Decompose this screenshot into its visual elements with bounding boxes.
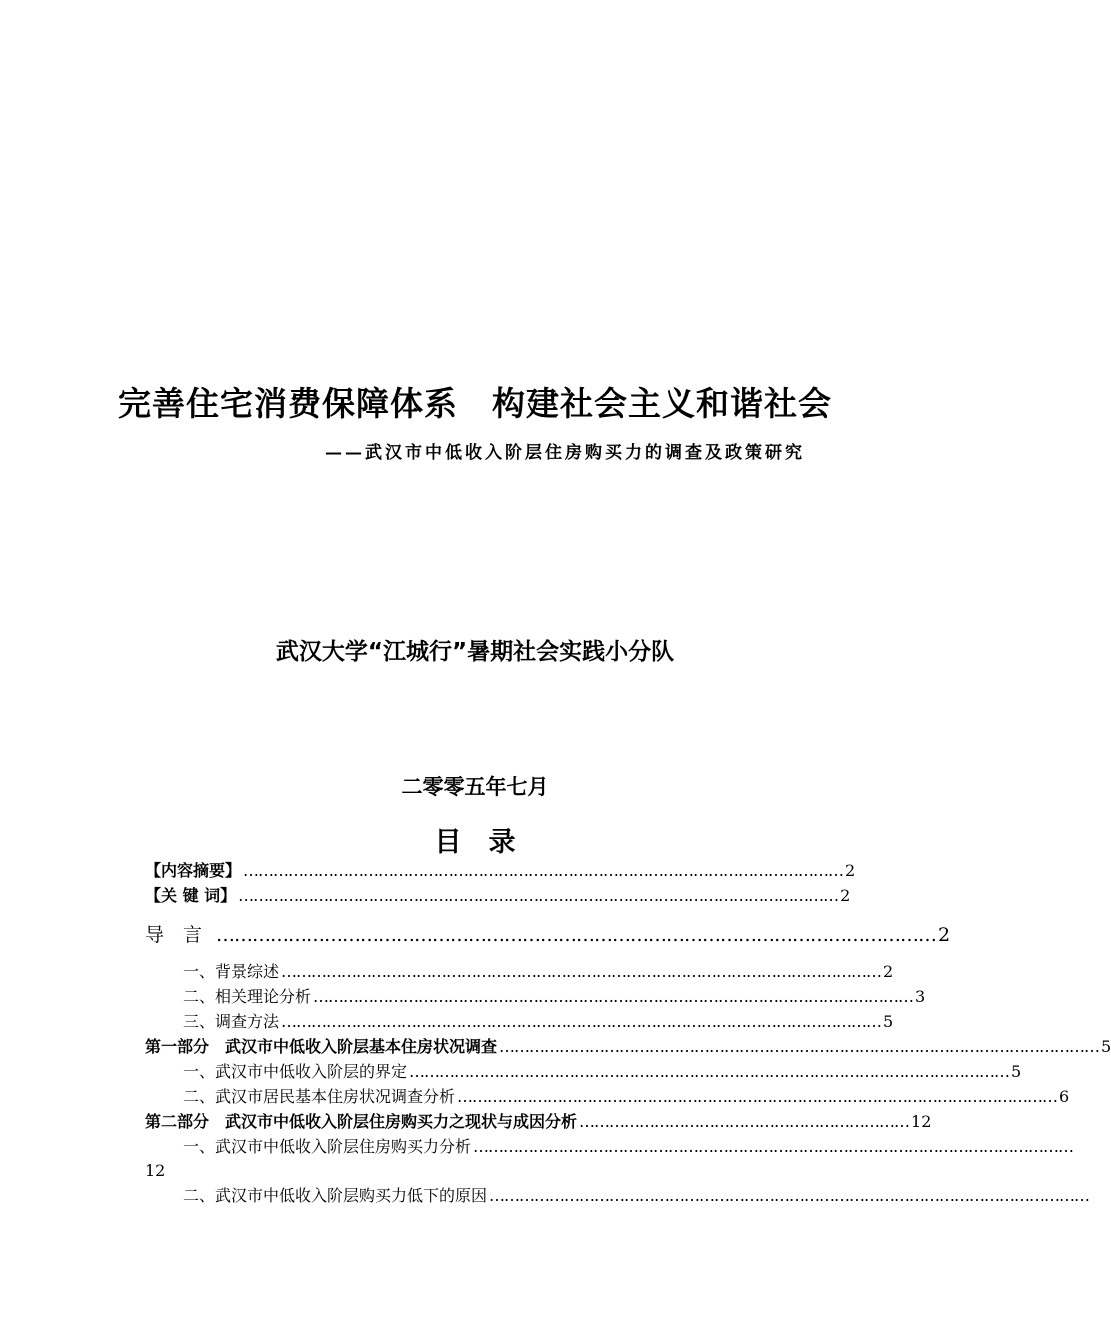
toc-entry-definition[interactable] [183, 1061, 1022, 1083]
toc-entry-page: 12 [911, 1112, 932, 1131]
toc-leader: ………………………………………………………………………………………………………… [409, 1062, 1010, 1081]
toc-entry-page: 2 [883, 962, 894, 981]
toc-entry-label: 二、武汉市居民基本住房状况调查分析 [183, 1087, 456, 1106]
toc-entry-page: 5 [883, 1012, 894, 1031]
toc-entry-label: 【关 键 词】 [145, 886, 237, 905]
toc-entry-label: 【内容摘要】 [145, 861, 242, 880]
toc-entry-page: 2 [840, 886, 851, 905]
document-title: 完善住宅消费保障体系 构建社会主义和谐社会 [118, 384, 832, 423]
toc-entry-part-one[interactable] [145, 1036, 1111, 1058]
team-name: 武汉大学“江城行”暑期社会实践小分队 [275, 639, 675, 665]
toc-leader: ………………………………………………………………………………………………………… [473, 1137, 1074, 1156]
toc-entry-page: 2 [845, 861, 856, 880]
toc-entry-label: 一、背景综述 [183, 962, 280, 981]
toc-leader: ………………………………………………………………………………………………………… [238, 886, 839, 905]
toc-entry-abstract[interactable] [145, 860, 856, 882]
toc-entry-label: 二、相关理论分析 [183, 987, 312, 1006]
document-subtitle: ——武汉市中低收入阶层住房购买力的调查及政策研究 [325, 443, 805, 463]
toc-entry-page: 5 [1011, 1062, 1022, 1081]
toc-leader: ………………………………………………………………………………………………………… [313, 987, 914, 1006]
toc-entry-label: 导 言 [145, 924, 203, 946]
toc-entry-page: 3 [915, 987, 926, 1006]
toc-leader: ………………………………………………………………………………………………………… [499, 1037, 1100, 1056]
toc-entry-label: 二、武汉市中低收入阶层购买力低下的原因 [183, 1186, 488, 1205]
toc-leader: ………………………………………………………… [579, 1112, 910, 1131]
toc-entry-page: 12 [145, 1161, 166, 1180]
toc-heading: 目 录 [434, 827, 516, 858]
toc-entry-keywords[interactable] [145, 885, 851, 907]
toc-entry-page: 6 [1059, 1087, 1070, 1106]
toc-entry-label: 第二部分 武汉市中低收入阶层住房购买力之现状与成因分析 [145, 1112, 578, 1131]
toc-entry-background[interactable] [183, 961, 894, 983]
toc-leader: ………………………………………………………………………………………………………… [243, 861, 844, 880]
toc-entry-part-two[interactable] [145, 1111, 932, 1133]
toc-entry-method[interactable] [183, 1011, 894, 1033]
toc-leader: ………………………………………………………………………………………………………… [216, 924, 937, 946]
toc-entry-page: 2 [938, 924, 951, 946]
toc-entry-introduction[interactable] [145, 924, 951, 946]
toc-entry-label: 一、武汉市中低收入阶层的界定 [183, 1062, 408, 1081]
toc-entry-low-purchasing-reasons[interactable] [183, 1185, 1090, 1207]
toc-leader: ………………………………………………………………………………………………………… [489, 1186, 1090, 1205]
toc-leader: ………………………………………………………………………………………………………… [281, 962, 882, 981]
document-date: 二零零五年七月 [401, 774, 549, 799]
toc-entry-page: 5 [1101, 1037, 1111, 1056]
toc-leader: ………………………………………………………………………………………………………… [281, 1012, 882, 1031]
toc-entry-theory[interactable] [183, 986, 926, 1008]
toc-entry-label: 三、调查方法 [183, 1012, 280, 1031]
toc-leader: ………………………………………………………………………………………………………… [457, 1087, 1058, 1106]
toc-entry-label: 第一部分 武汉市中低收入阶层基本住房状况调查 [145, 1037, 498, 1056]
toc-entry-label: 一、武汉市中低收入阶层住房购买力分析 [183, 1137, 472, 1156]
toc-entry-housing-survey[interactable] [183, 1086, 1070, 1108]
toc-entry-purchasing-power[interactable] [183, 1136, 1074, 1158]
